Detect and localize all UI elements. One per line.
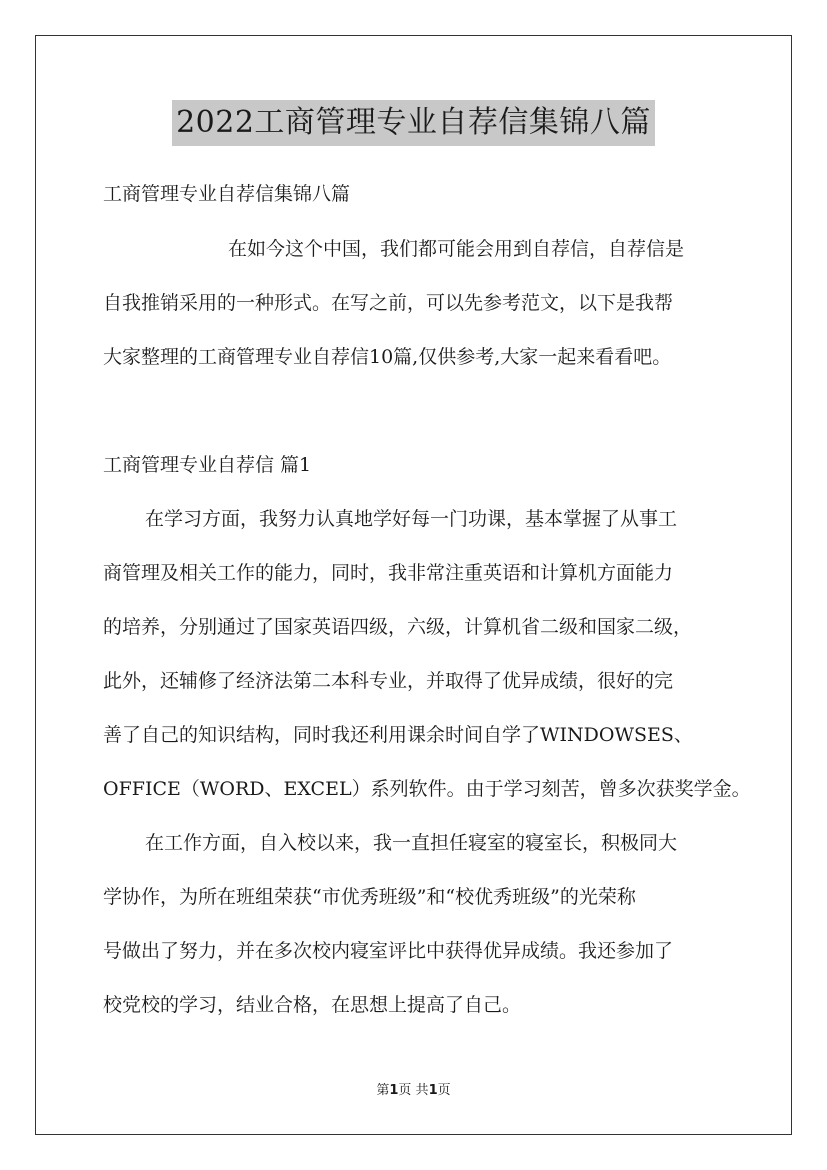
- footer-page-mid: 页 共: [398, 1083, 429, 1098]
- paragraph1-line-4: 此外，还辅修了经济法第二本科专业，并取得了优异成绩，很好的完: [103, 670, 674, 692]
- paragraph2-line-2: 学协作，为所在班组荣获“市优秀班级”和“校优秀班级”的光荣称: [103, 886, 636, 908]
- section-heading: 工商管理专业自荐信 篇1: [103, 454, 312, 476]
- intro-line-1: 在如今这个中国，我们都可能会用到自荐信，自荐信是: [228, 238, 685, 260]
- intro-line-2: 自我推销采用的一种形式。在写之前，可以先参考范文，以下是我帮: [103, 292, 674, 314]
- paragraph1-line-2: 商管理及相关工作的能力，同时，我非常注重英语和计算机方面能力: [103, 562, 674, 584]
- paragraph1-line-6: OFFICE（WORD、EXCEL）系列软件。由于学习刻苦，曾多次获奖学金。: [103, 778, 751, 800]
- document-title-text: 2022工商管理专业自荐信集锦八篇: [172, 100, 655, 146]
- intro-line-3: 大家整理的工商管理专业自荐信10篇,仅供参考,大家一起来看看吧。: [103, 346, 672, 368]
- paragraph1-line-3: 的培养，分别通过了国家英语四级，六级，计算机省二级和国家二级，: [103, 616, 693, 638]
- page-footer: [0, 1082, 827, 1100]
- document-title: [0, 100, 827, 146]
- footer-page-total: 1: [428, 1083, 438, 1098]
- footer-page-prefix: 第: [376, 1083, 390, 1098]
- paragraph1-line-5: 善了自己的知识结构，同时我还利用课余时间自学了WINDOWSES、: [103, 724, 693, 746]
- footer-page-suffix: 页: [437, 1083, 451, 1098]
- paragraph2-line-3: 号做出了努力，并在多次校内寝室评比中获得优异成绩。我还参加了: [103, 940, 674, 962]
- paragraph1-line-1: 在学习方面，我努力认真地学好每一门功课，基本掌握了从事工: [145, 508, 678, 530]
- document-subtitle: 工商管理专业自荐信集锦八篇: [103, 183, 351, 205]
- paragraph2-line-1: 在工作方面，自入校以来，我一直担任寝室的寝室长，积极同大: [145, 832, 678, 854]
- footer-page-current: 1: [389, 1083, 399, 1098]
- paragraph2-line-4: 校党校的学习，结业合格，在思想上提高了自己。: [103, 994, 522, 1016]
